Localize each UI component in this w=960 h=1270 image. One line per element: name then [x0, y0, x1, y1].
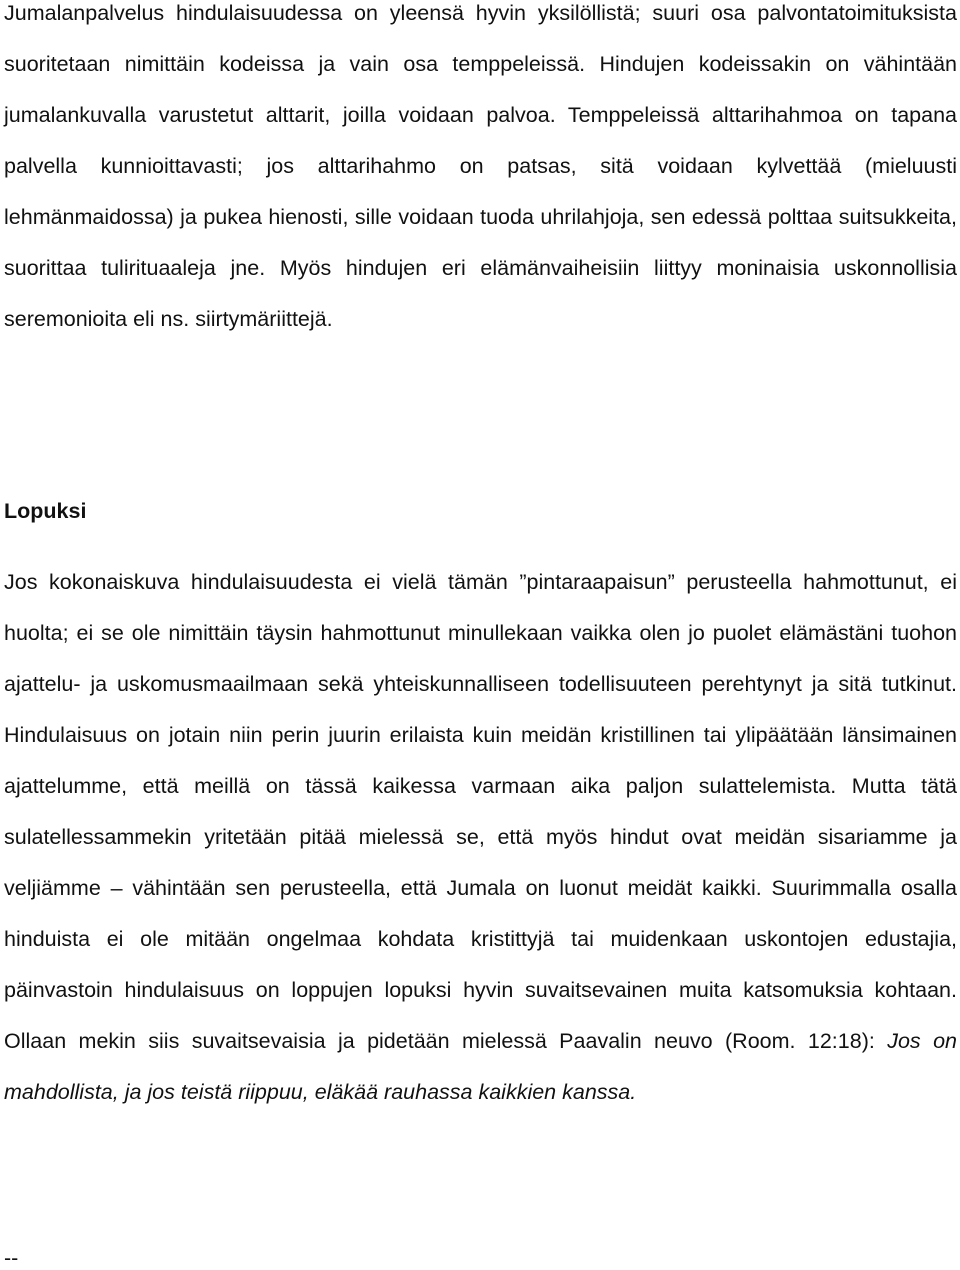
- footer-separator: --: [4, 1246, 19, 1270]
- body-paragraph-worship: Jumalanpalvelus hindulaisuudessa on yleensä hyvin yksilöllistä; suuri osa palvontatoimituksista suoritetaan nimittäin kodeissa ja vain osa temppeleissä. Hindujen kodeissakin on vähintään jumalankuvalla varustetut alttarit, joilla voidaan palvoa. Temppeleissä alttarihahmoa on tapana palvella kunnioittavasti; jos alttarihahmo on patsas, sitä voidaan kylvettää (mieluusti lehmänmaidossa) ja pukea hienosti, sille voidaan tuoda uhrilahjoja, sen edessä polttaa suitsukkeita, suorittaa tulirituaaleja jne. Myös hindujen eri elämänvaiheisiin liittyy moninaisia uskonnollisia seremonioita eli ns. siirtymäriittejä.: [4, 1, 957, 331]
- section-heading: Lopuksi: [4, 499, 87, 523]
- body-paragraph-conclusion: [4, 557, 957, 1118]
- conclusion-text: Jos kokonaiskuva hindulaisuudesta ei vielä tämän ”pintaraapaisun” perusteella hahmottunut, ei huolta; ei se ole nimittäin täysin hahmottunut minullekaan vaikka olen jo puolet elämästäni tuohon ajattelu- ja uskomusmaailmaan sekä yhteiskunnalliseen todellisuuteen perehtynyt ja sitä tutkinut. Hindulaisuus on jotain niin perin juurin erilaista kuin meidän kristillinen tai ylipäätään länsimainen ajattelumme, että meillä on tässä kaikessa varmaan aika paljon sulattelemista. Mutta tätä sulatellessammekin yritetään pitää mielessä se, että myös hindut ovat meidän sisariamme ja veljiämme – vähintään sen perusteella, että Jumala on luonut meidät kaikki. Suurimmalla osalla hinduista ei ole mitään ongelmaa kohdata kristittyjä tai muidenkaan uskontojen edustajia, päinvastoin hindulaisuus on loppujen lopuksi hyvin suvaitsevainen muita katsomuksia kohtaan. Ollaan mekin siis suvaitsevaisia ja pidetään mielessä Paavalin neuvo (Room. 12:18):: [4, 570, 957, 1053]
- bible-quote: Jos on mahdollista, ja jos teistä riippuu, eläkää rauhassa kaikkien kanssa.: [4, 1029, 957, 1104]
